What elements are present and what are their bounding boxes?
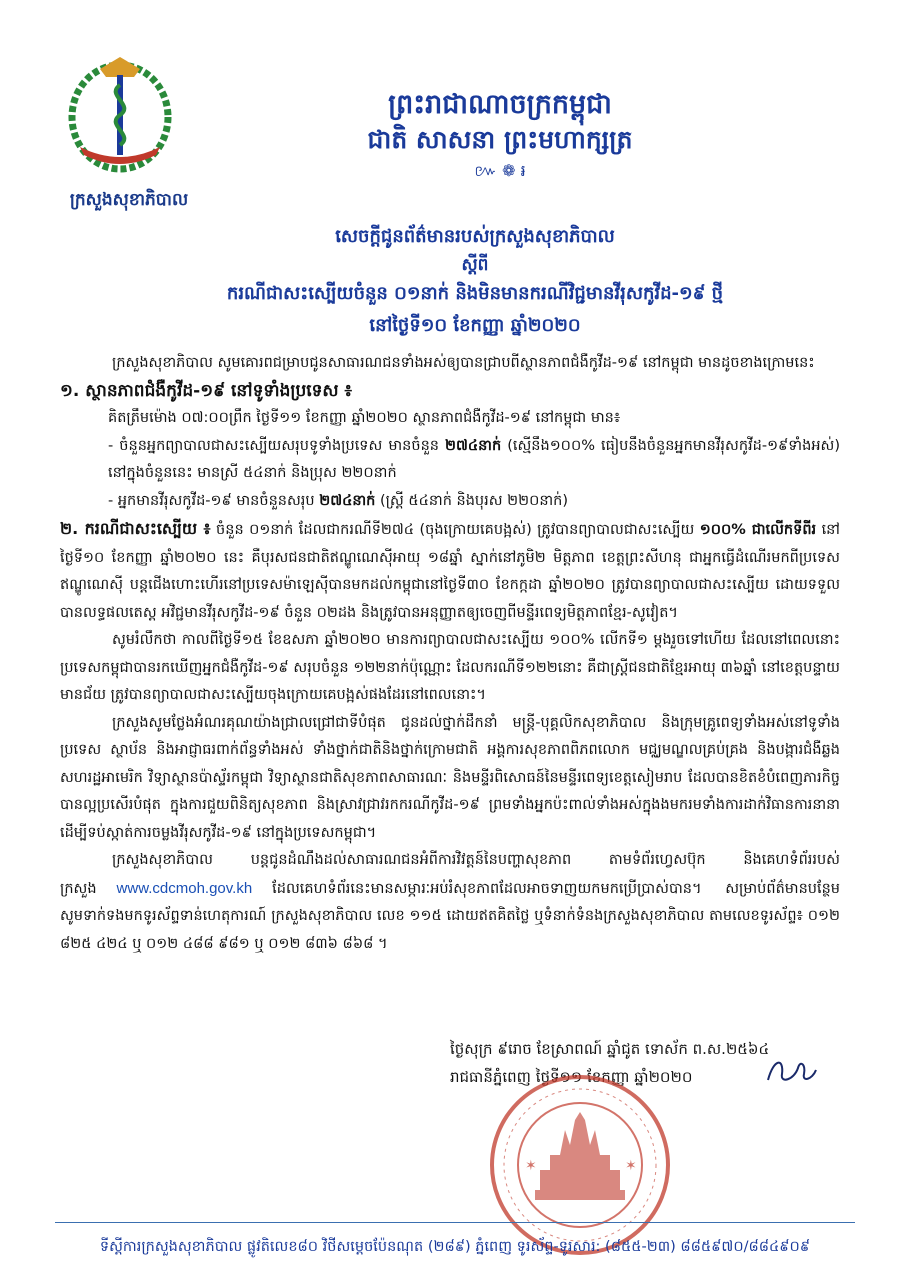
bullet-text: (ស្ត្រី ៥៤នាក់ និងបុរស ២២០នាក់) [375, 492, 569, 509]
section-2-highlight: ១០០% ជាលើកទីពីរ [699, 522, 817, 538]
lunar-date: ថ្ងៃសុក្រ ៩រោច ខែស្រាពណ៍ ឆ្នាំជូត ទោស័ក ព.ស.២៥៦៤ [450, 1040, 770, 1058]
section-1-bullet-recovered [60, 433, 840, 488]
thanks-paragraph: ក្រសួងសូមថ្លែងអំណរគុណយ៉ាងជ្រាលជ្រៅជាទីបំផុត ជូនដល់ថ្នាក់ដឹកនាំ មន្ត្រី-បុគ្គលិកសុខាភិបាល និងក្រុមគ្រូពេទ្យទាំងអស់នៅទូទាំងប្រទេស ស្ថាប័ន និងអាជ្ញាធរពាក់ព័ន្ធទាំងអស់ ទាំងថ្នាក់ជាតិនិងថ្នាក់ក្រោមជាតិ អង្គការសុខភាពពិភពលោក មជ្ឈមណ្ឌលគ្រប់គ្រង និងបង្ការជំងឺឆ្លងសហរដ្ឋអាមេរិក វិទ្យាស្ថានប៉ាស្ទ័រកម្ពុជា វិទ្យាស្ថានជាតិសុខភាពសាធារណៈ និងមន្ទីរពិសោធន៍នៃមន្ទីរពេទ្យខេត្តសៀមរាប ដែលបានខិតខំបំពេញភារកិច្ចបានល្អប្រសើរបំផុត ក្នុងការជួយពិនិត្យសុខភាព និងស្រាវជ្រាវរកករណីកូវីដ-១៩ ព្រមទាំងអ្នកប៉ះពាល់ទាំងអស់ក្នុងងមករមទាំងការដាក់វិធានការនានា ដើម្បីទប់ស្កាត់ការចម្លងវីរុសកូវីដ-១៩ នៅក្នុងប្រទេសកម្ពុជា។ [60, 714, 840, 841]
solar-date: រាជធានីភ្នំពេញ ថ្ងៃទី១១ ខែកញ្ញា ឆ្នាំ២០២០ [450, 1068, 693, 1086]
press-release-title: សេចក្តីជូនព័ត៌មានរបស់ក្រសួងសុខាភិបាល [335, 226, 615, 247]
release-date: នៅថ្ងៃទី១០ ខែកញ្ញា ឆ្នាំ២០២០ [369, 315, 581, 336]
website-link[interactable]: www.cdcmoh.gov.kh [116, 879, 253, 897]
info-text: ក្រសួងសុខាភិបាល បន្តជូនដំណឹងដល់សាធារណជនអំពីការវិវត្តន៍នៃបញ្ហាសុខភាព តាមទំព័រហ្វេសប៊ុក និងគេហទំព័ររបស់ក្រសួង [60, 852, 840, 897]
national-motto: ជាតិ សាសនា ព្រះមហាក្សត្រ [367, 125, 633, 154]
kingdom-title: ព្រះរាជាណាចក្រកម្ពុជា [388, 89, 612, 120]
official-seal-icon [485, 1070, 675, 1260]
svg-text:✶: ✶ [525, 1158, 537, 1174]
footer-divider [55, 1222, 855, 1223]
signature-icon [760, 1050, 820, 1090]
recovered-count: ២៧៤នាក់ [445, 437, 502, 454]
subject-label: ស្តីពី [461, 255, 489, 275]
total-count: ២៧៤នាក់ [319, 492, 376, 509]
section-1-bullet-total [60, 488, 840, 516]
section-1-title: ១. ស្ថានភាពជំងឺកូវីដ-១៩ នៅទូទាំងប្រទេស ៖ [60, 380, 352, 401]
bullet-text: - អ្នកមានវីរុសកូវីដ-១៩ មានចំនួនសរុប [108, 492, 320, 509]
document-body [60, 350, 840, 958]
section-1-line: គិតត្រឹមម៉ោង ០៧:០០ព្រឹក ថ្ងៃទី១១ ខែកញ្ញា ឆ្នាំ២០២០ ស្ថានភាពជំងឺកូវីដ-១៩ នៅកម្ពុជា មាន៖ [108, 410, 621, 426]
info-text: ដែលគេហទំព័រនេះមានសម្ភារៈអប់រំសុខភាពដែលអាចទាញយកមកប្រើប្រាស់បាន។ សម្រាប់ព័ត៌មានបន្ថែម សូមទាក់ទងមកទូរស័ព្ទទាន់ហេតុការណ៍ ក្រសួងសុខាភិបាល លេខ ១១៥ ដោយឥតគិតថ្លៃ ឬទំនាក់ទំនងក្រសួងសុខាភិបាល តាមលេខទូរស័ព្ទ៖ ០១២ ៨២៥ ៤២៤ ឬ ០១២ ៤៨៨ ៩៨១ ឬ ០១២ ៨៣៦ ៨៦៨ ។ [60, 880, 840, 952]
bullet-text: - ចំនួនអ្នកព្យាបាលជាសះស្បើយសរុបទូទាំងប្រទេស មានចំនួន [108, 437, 446, 454]
info-paragraph [60, 847, 840, 958]
svg-text:✶: ✶ [625, 1158, 637, 1174]
ministry-name: ក្រសួងសុខាភិបាល [69, 190, 189, 210]
section-2-text: នៅថ្ងៃទី១០ ខែកញ្ញា ឆ្នាំ២០២០ នេះ គឺបុរសជនជាតិឥណ្ឌូណេស៊ីអាយុ ១៨ឆ្នាំ ស្នាក់នៅភូមិ២ មិត្តភាព ខេត្តព្រះសីហនុ ជាអ្នកធ្វើដំណើរមកពីប្រទេសឥណ្ឌូណេស៊ី បន្តជើងហោះហើរនៅប្រទេសម៉ាឡេស៊ីបានមកដល់កម្ពុជានៅថ្ងៃទី៣០ ខែកក្កដា ឆ្នាំ២០២០ ត្រូវបានព្យាបាលជាសះស្បើយ ដោយទទួលបានលទ្ធផលតេស្ត អវិជ្ជមានវីរុសកូវីដ-១៩ ចំនួន ០២ដង និងត្រូវបានអនុញ្ញាតឲ្យចេញពីមន្ទីរពេទ្យមិត្តភាពខ្មែរ-សូវៀត។ [60, 522, 840, 621]
ministry-logo-icon [60, 55, 180, 175]
section-2-paragraph [60, 515, 840, 627]
ornament-divider: ៚ ❁ ៛ [474, 161, 526, 180]
bullet-text: (ស្មើនឹង១០០% ធៀបនឹងចំនួនអ្នកមានវីរុសកូវីដ-១៩ទាំងអស់) នៅក្នុងចំនួននេះ មានស្រី ៥៤នាក់ និងប្រុស ២២០នាក់ [108, 437, 840, 481]
section-2-title: ២. ករណីជាសះស្បើយ ៖ [60, 519, 211, 538]
recall-paragraph: សូមរំលឹកថា កាលពីថ្ងៃទី១៥ ខែឧសភា ឆ្នាំ២០២០ មានការព្យាបាលជាសះស្បើយ ១០០% លើកទី១ ម្តងរួចទៅហើយ ដែលនៅពេលនោះ ប្រទេសកម្ពុជាបានរកឃើញអ្នកជំងឺកូវីដ-១៩ សរុបចំនួន ១២២នាក់ប៉ុណ្ណោះ ដែលករណីទី១២២នោះ គឺជាស្ត្រីជនជាតិខ្មែរអាយុ ៣៦ឆ្នាំ នៅខេត្តបន្ទាយមានជ័យ ត្រូវបានព្យាបាលជាសះស្បើយចុងក្រោយគេបង្អស់ផងដែរនៅពេលនោះ។ [60, 632, 840, 703]
subject-line: ករណីជាសះស្បើយចំនួន ០១នាក់ និងមិនមានករណីវិជ្ជមានវីរុសកូវីដ-១៩ ថ្មី [226, 283, 724, 304]
section-2-text: ចំនួន ០១នាក់ ដែលជាករណីទី២៧៤ (ចុងក្រោយគេបង្អស់) ត្រូវបានព្យាបាលជាសះស្បើយ [210, 522, 700, 538]
footer-address: ទីស្តីការក្រសួងសុខាភិបាល ផ្លូវតិលេខ៨០ វិថីសម្តេចប៉ែនណុត (២៨៩) ភ្នំពេញ ទូរស័ព្ទ-ទូរសារ: (៨៥៥-២៣) ៨៨៥៩៧០/៨៨៤៩០៩ [99, 1239, 811, 1255]
intro-paragraph: ក្រសួងសុខាភិបាល សូមគោរពជម្រាបជូនសាធារណជនទាំងអស់ឲ្យបានជ្រាបពីស្ថានភាពជំងឺកូវីដ-១៩ នៅកម្ពុជា មានដូចខាងក្រោមនេះ [112, 355, 815, 371]
